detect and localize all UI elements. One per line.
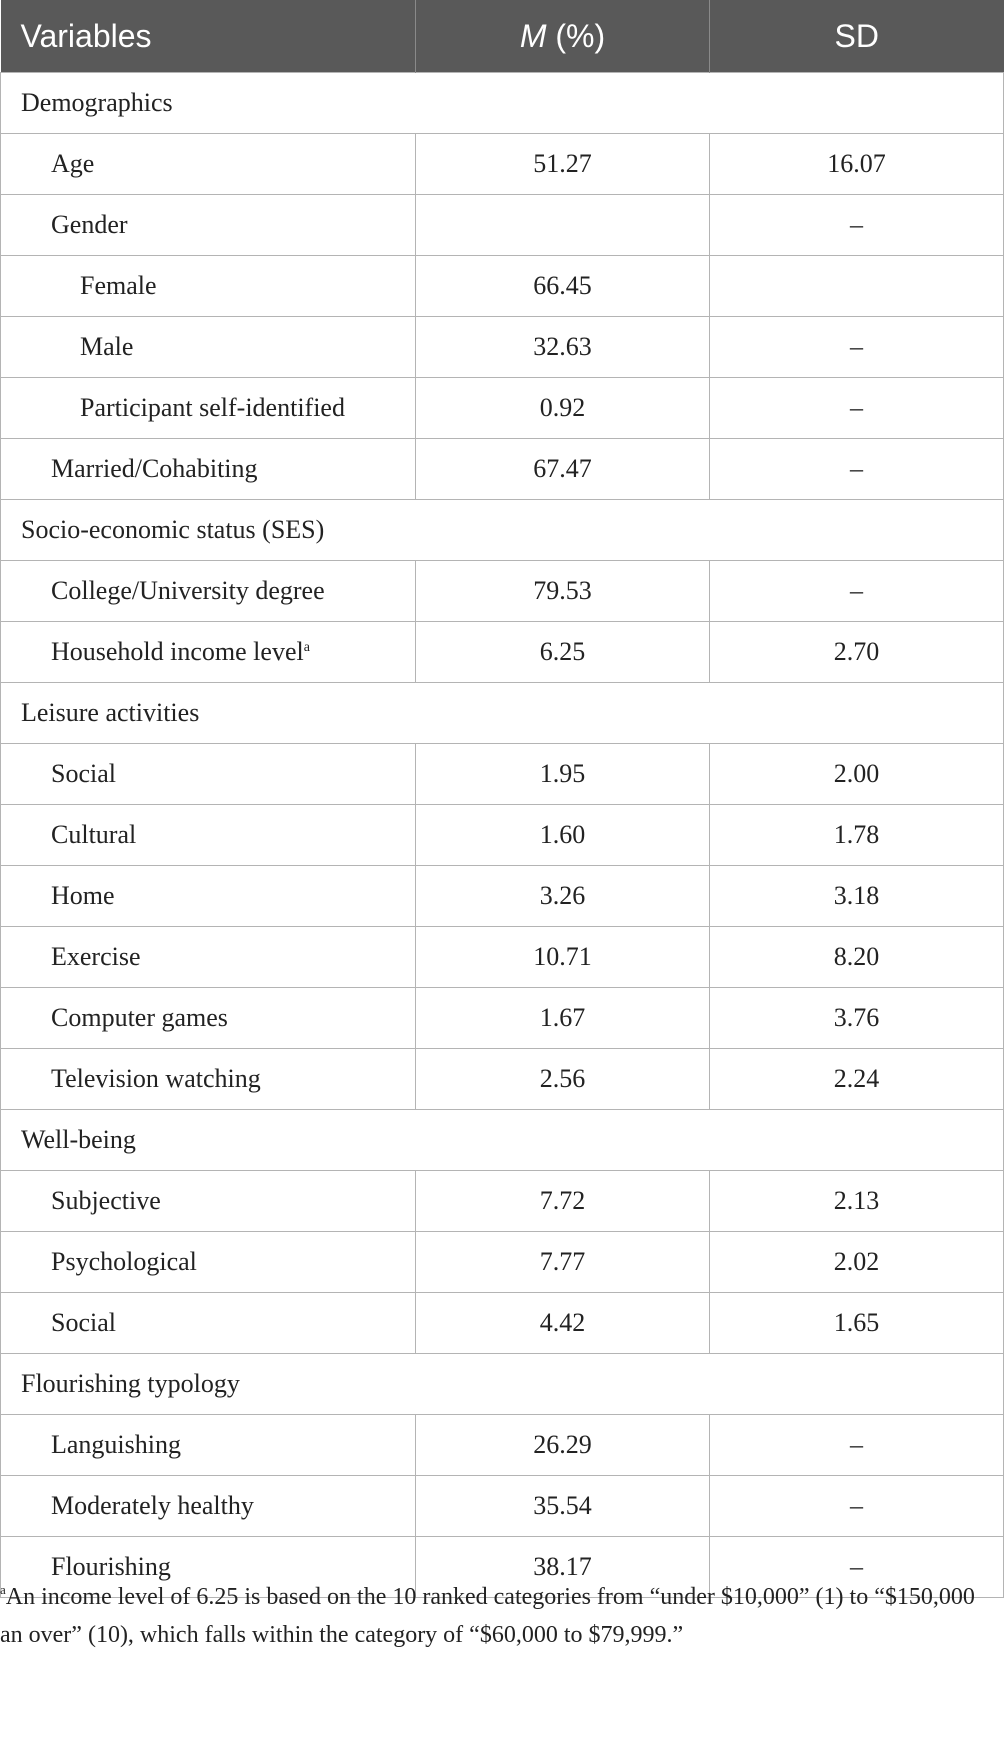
mean-cell: 7.72 xyxy=(416,1171,710,1232)
row-label: Flourishing xyxy=(1,1537,416,1598)
row-label xyxy=(1,622,416,683)
sd-cell: – xyxy=(710,378,1004,439)
mean-cell: 6.25 xyxy=(416,622,710,683)
row-label: Gender xyxy=(1,195,416,256)
table-row xyxy=(1,805,1004,866)
row-label: Computer games xyxy=(1,988,416,1049)
table-row xyxy=(1,988,1004,1049)
section-row-ses xyxy=(1,500,1004,561)
sd-cell: – xyxy=(710,1476,1004,1537)
sd-cell xyxy=(710,256,1004,317)
row-label-text: Household income level xyxy=(51,637,304,666)
row-label: Subjective xyxy=(1,1171,416,1232)
sd-cell: 2.00 xyxy=(710,744,1004,805)
row-label: Female xyxy=(1,256,416,317)
sd-cell: – xyxy=(710,1537,1004,1598)
table-header-row xyxy=(1,0,1004,73)
table-row xyxy=(1,195,1004,256)
header-variables: Variables xyxy=(1,0,416,73)
mean-cell: 32.63 xyxy=(416,317,710,378)
row-label: Exercise xyxy=(1,927,416,988)
header-sd: SD xyxy=(710,0,1004,73)
table-row xyxy=(1,622,1004,683)
mean-cell: 79.53 xyxy=(416,561,710,622)
sd-cell: 1.65 xyxy=(710,1293,1004,1354)
table-row xyxy=(1,744,1004,805)
row-label: Male xyxy=(1,317,416,378)
mean-cell: 10.71 xyxy=(416,927,710,988)
sd-cell: – xyxy=(710,561,1004,622)
mean-cell: 3.26 xyxy=(416,866,710,927)
table-row xyxy=(1,439,1004,500)
table-row xyxy=(1,1293,1004,1354)
section-row-wellbeing xyxy=(1,1110,1004,1171)
sd-cell: – xyxy=(710,195,1004,256)
footnote-marker: a xyxy=(0,1582,6,1597)
mean-cell: 2.56 xyxy=(416,1049,710,1110)
row-label: Social xyxy=(1,1293,416,1354)
sd-cell: 1.78 xyxy=(710,805,1004,866)
sd-cell: – xyxy=(710,1415,1004,1476)
sd-cell: 2.70 xyxy=(710,622,1004,683)
mean-cell: 66.45 xyxy=(416,256,710,317)
mean-cell: 0.92 xyxy=(416,378,710,439)
table-row xyxy=(1,378,1004,439)
section-label: Demographics xyxy=(1,73,1004,134)
row-label: Participant self-identified xyxy=(1,378,416,439)
table-row xyxy=(1,1049,1004,1110)
mean-cell: 4.42 xyxy=(416,1293,710,1354)
sd-cell: 3.18 xyxy=(710,866,1004,927)
sd-cell: 16.07 xyxy=(710,134,1004,195)
mean-cell: 35.54 xyxy=(416,1476,710,1537)
row-label: Moderately healthy xyxy=(1,1476,416,1537)
row-label: Languishing xyxy=(1,1415,416,1476)
row-label: College/University degree xyxy=(1,561,416,622)
section-label: Well-being xyxy=(1,1110,1004,1171)
sd-cell: – xyxy=(710,317,1004,378)
mean-cell: 67.47 xyxy=(416,439,710,500)
section-label: Flourishing typology xyxy=(1,1354,1004,1415)
table-row xyxy=(1,1171,1004,1232)
header-mean-symbol: M xyxy=(519,17,547,54)
mean-cell xyxy=(416,195,710,256)
sd-cell: – xyxy=(710,439,1004,500)
row-label: Married/Cohabiting xyxy=(1,439,416,500)
mean-cell: 51.27 xyxy=(416,134,710,195)
sd-cell: 2.24 xyxy=(710,1049,1004,1110)
sd-cell: 8.20 xyxy=(710,927,1004,988)
table-footnote xyxy=(0,1578,1003,1654)
section-label: Leisure activities xyxy=(1,683,1004,744)
table-row xyxy=(1,1476,1004,1537)
section-label: Socio-economic status (SES) xyxy=(1,500,1004,561)
section-row-demographics xyxy=(1,73,1004,134)
mean-cell: 1.95 xyxy=(416,744,710,805)
mean-cell: 1.67 xyxy=(416,988,710,1049)
row-label: Home xyxy=(1,866,416,927)
mean-cell: 7.77 xyxy=(416,1232,710,1293)
sd-cell: 3.76 xyxy=(710,988,1004,1049)
section-row-flourishing-typology xyxy=(1,1354,1004,1415)
sd-cell: 2.02 xyxy=(710,1232,1004,1293)
header-mean xyxy=(416,0,710,73)
row-label: Cultural xyxy=(1,805,416,866)
mean-cell: 26.29 xyxy=(416,1415,710,1476)
table-row xyxy=(1,866,1004,927)
table-row xyxy=(1,317,1004,378)
row-label: Social xyxy=(1,744,416,805)
table-row xyxy=(1,927,1004,988)
row-label: Age xyxy=(1,134,416,195)
mean-cell: 38.17 xyxy=(416,1537,710,1598)
mean-cell: 1.60 xyxy=(416,805,710,866)
sd-cell: 2.13 xyxy=(710,1171,1004,1232)
section-row-leisure xyxy=(1,683,1004,744)
table-row xyxy=(1,134,1004,195)
table-row xyxy=(1,1415,1004,1476)
footnote-text: An income level of 6.25 is based on the 10 ranked categories from “under $10,000” (1) to “$150,000 an over” (10), which falls within the category of “$60,000 to $79,999.” xyxy=(0,1584,975,1648)
table-row xyxy=(1,561,1004,622)
row-label: Psychological xyxy=(1,1232,416,1293)
header-mean-unit: (%) xyxy=(546,17,606,54)
table-row xyxy=(1,1232,1004,1293)
table-row xyxy=(1,256,1004,317)
footnote-marker: a xyxy=(303,640,310,655)
row-label: Television watching xyxy=(1,1049,416,1110)
